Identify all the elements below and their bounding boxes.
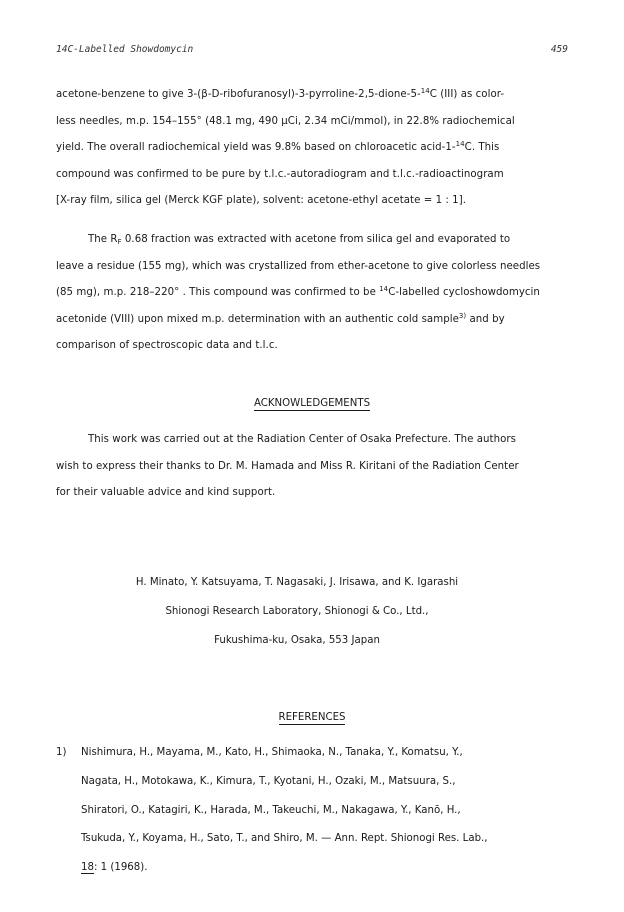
text-line: Nishimura, H., Mayama, M., Kato, H., Shimaoka, N., Tanaka, Y., Komatsu, Y., xyxy=(81,747,463,758)
author-names: H. Minato, Y. Katsuyama, T. Nagasaki, J. Irisawa, and K. Igarashi xyxy=(135,577,459,588)
running-head-title: 14C-Labelled Showdomycin xyxy=(56,44,194,55)
reference-item xyxy=(56,739,576,883)
reference-text xyxy=(56,739,576,883)
subscript: F xyxy=(117,238,122,246)
volume-number: 18 xyxy=(81,862,94,874)
text-span: C. This xyxy=(464,142,500,153)
isotope-superscript: 14 xyxy=(420,87,430,95)
text-line xyxy=(56,135,576,162)
references-heading xyxy=(0,712,624,723)
running-head xyxy=(56,44,568,55)
text-span: The R xyxy=(88,234,118,245)
text-line: [X-ray film, silica gel (Merck KGF plate), solvent: acetone-ethyl acetate = 1 : 1]. xyxy=(56,195,467,206)
text-line: for their valuable advice and kind support. xyxy=(56,487,276,498)
isotope-superscript: 14 xyxy=(455,140,465,148)
text-line: Tsukuda, Y., Koyama, H., Sato, T., and Shiro, M. — Ann. Rept. Shionogi Res. Lab., xyxy=(81,833,488,845)
text-line: wish to express their thanks to Dr. M. Hamada and Miss R. Kiritani of the Radiation Center xyxy=(56,460,519,472)
text-span: 0.68 fraction was extracted with acetone from silica gel and evaporated to xyxy=(121,234,511,245)
text-span: : 1 (1968). xyxy=(93,862,148,874)
text-line: This work was carried out at the Radiation Center of Osaka Prefecture. The authors xyxy=(88,434,516,445)
text-line: Nagata, H., Motokawa, K., Kimura, T., Kyotani, H., Ozaki, M., Matsuura, S., xyxy=(81,775,456,787)
text-span: (85 mg), m.p. 218–220° . This compound was confirmed to be xyxy=(56,287,380,298)
text-span: yield. The overall radiochemical yield was 9.8% based on chloroacetic acid-1- xyxy=(56,142,456,153)
paragraph-synthesis xyxy=(56,82,576,215)
heading-text: REFERENCES xyxy=(278,712,346,723)
author-block xyxy=(0,568,624,655)
text-span: C (III) as color- xyxy=(429,89,505,100)
text-line xyxy=(56,82,576,109)
text-span: acetone-benzene to give 3-(β-D-ribofuranosyl)-3-pyrroline-2,5-dione-5- xyxy=(56,89,421,100)
text-line: leave a residue (155 mg), which was crystallized from ether-acetone to give colorless needles xyxy=(56,260,541,272)
text-line: compound was confirmed to be pure by t.l.c.-autoradiogram and t.l.c.-radioactinogram xyxy=(56,168,504,180)
text-span: and by xyxy=(466,313,505,325)
paragraph-rf-fraction xyxy=(56,227,576,360)
text-line xyxy=(56,307,576,334)
text-span: C-labelled cycloshowdomycin xyxy=(388,287,540,298)
isotope-superscript: 14 xyxy=(379,285,389,293)
page-number: 459 xyxy=(550,44,568,55)
author-affiliation: Shionogi Research Laboratory, Shionogi & Co., Ltd., xyxy=(165,606,429,617)
acknowledgements-paragraph xyxy=(56,427,576,507)
text-line xyxy=(56,280,576,307)
reference-number: 1) xyxy=(56,747,67,758)
reference-list xyxy=(56,739,576,883)
text-span: acetonide (VIII) upon mixed m.p. determination with an authentic cold sample xyxy=(56,313,459,325)
text-line xyxy=(81,854,576,883)
text-line: comparison of spectroscopic data and t.l.c. xyxy=(56,340,278,351)
text-line: Shiratori, O., Katagiri, K., Harada, M., Takeuchi, M., Nakagawa, Y., Kanō, H., xyxy=(81,804,461,816)
text-line xyxy=(56,227,576,254)
acknowledgements-heading xyxy=(0,398,624,409)
author-address: Fukushima-ku, Osaka, 553 Japan xyxy=(214,635,380,646)
heading-text: ACKNOWLEDGEMENTS xyxy=(253,398,371,409)
text-line: less needles, m.p. 154–155° (48.1 mg, 490 μCi, 2.34 mCi/mmol), in 22.8% radiochemical xyxy=(56,115,515,127)
citation-superscript: 3) xyxy=(458,311,467,320)
